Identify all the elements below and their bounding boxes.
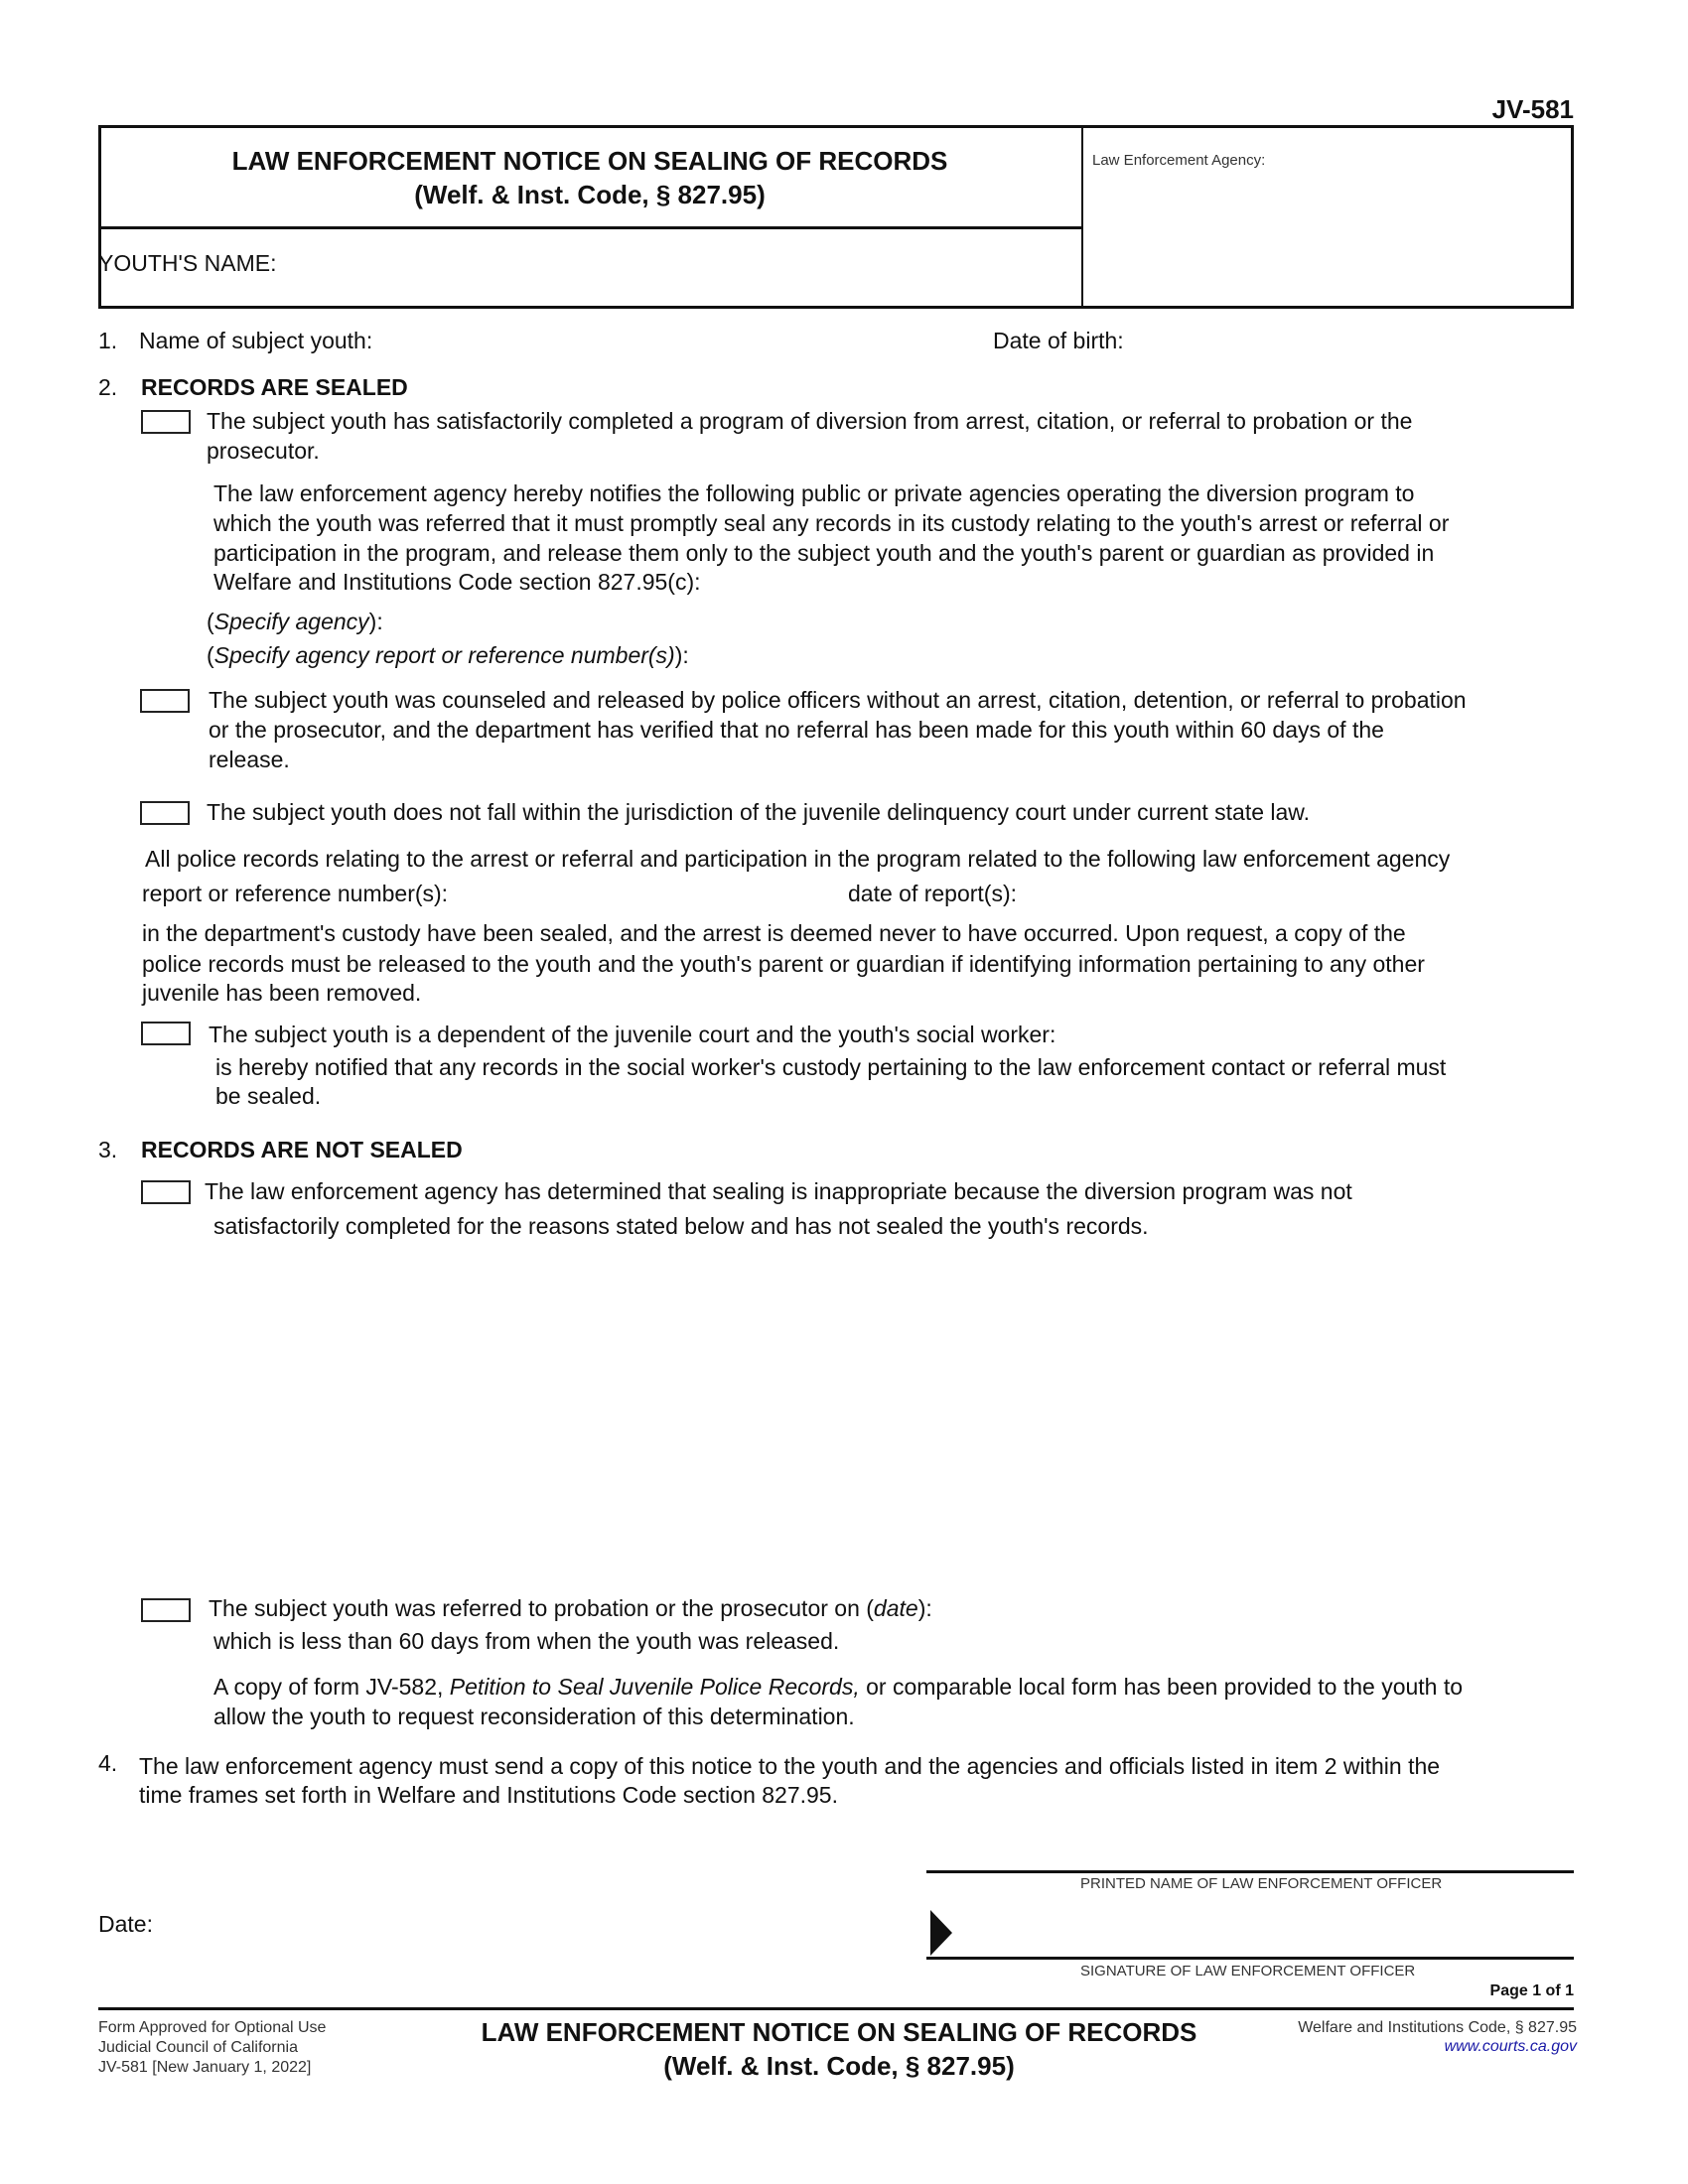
form-title: LAW ENFORCEMENT NOTICE ON SEALING OF RECORDS [231, 146, 948, 176]
option-text: The subject youth does not fall within the jurisdiction of the juvenile delinquency court under current state law. [207, 799, 1311, 825]
date-label: Date: [98, 1911, 153, 1937]
option-text: The law enforcement agency has determined that sealing is inappropriate because the diversion program was not [205, 1178, 1352, 1204]
youth-name-field[interactable] [298, 243, 1072, 298]
paragraph-line: time frames set forth in Welfare and Institutions Code section 827.95. [139, 1782, 838, 1808]
paragraph-line: Welfare and Institutions Code section 827.95(c): [213, 569, 701, 595]
printed-name-field[interactable] [926, 1832, 1574, 1869]
paragraph-line: participation in the program, and release them only to the subject youth and the youth's parent or guardian as provided in [213, 540, 1435, 566]
paragraph-line: The law enforcement agency hereby notifies the following public or private agencies operating the diversion program to [213, 480, 1415, 506]
option-text: The subject youth was counseled and released by police officers without an arrest, citation, detention, or referral to probation [209, 687, 1467, 713]
option-text: The subject youth was referred to probation or the prosecutor on (date): [209, 1595, 932, 1621]
name-label: Name of subject youth: [139, 328, 373, 353]
paragraph-line: which the youth was referred that it must promptly seal any records in its custody relating to the youth's arrest or referral or [213, 510, 1450, 536]
checkbox-sealing-inappropriate[interactable] [141, 1180, 191, 1204]
dob-label: Date of birth: [993, 328, 1124, 353]
option-text: prosecutor. [207, 438, 320, 464]
reasons-field[interactable] [213, 1251, 1564, 1578]
option-text: release. [209, 747, 290, 772]
paragraph-line: All police records relating to the arrest or referral and participation in the program related to the following law enforcement agency [145, 846, 1451, 872]
form-subtitle: (Welf. & Inst. Code, § 827.95) [414, 180, 766, 209]
form-number: JV-581 [1491, 94, 1574, 124]
item-number: 4. [98, 1750, 118, 1776]
specify-agency-label: (Specify agency): [207, 609, 383, 634]
checkbox-no-jurisdiction[interactable] [140, 801, 190, 825]
printed-name-line [926, 1870, 1574, 1873]
footer-form-revision: JV-581 [New January 1, 2022] [98, 2059, 312, 2076]
option-text: be sealed. [215, 1083, 322, 1109]
report-number-label: report or reference number(s): [142, 881, 449, 906]
signature-line [926, 1957, 1574, 1960]
header-divider [1081, 125, 1083, 309]
option-text: is hereby notified that any records in the social worker's custody pertaining to the law enforcement contact or referral must [215, 1054, 1447, 1080]
footer-approval: Form Approved for Optional Use [98, 2019, 327, 2036]
paragraph-line: in the department's custody have been sealed, and the arrest is deemed never to have occurred. Upon request, a copy of the [142, 920, 1406, 946]
signature-label: SIGNATURE OF LAW ENFORCEMENT OFFICER [1080, 1963, 1416, 1979]
paragraph-line: juvenile has been removed. [142, 980, 422, 1006]
signature-field[interactable] [958, 1901, 1574, 1956]
signature-arrow-icon [930, 1910, 952, 1956]
option-text: The subject youth is a dependent of the juvenile court and the youth's social worker: [209, 1022, 1056, 1047]
option-text: or the prosecutor, and the department has verified that no referral has been made for this youth within 60 days of the [209, 717, 1384, 743]
specify-report-label: (Specify agency report or reference number(s)): [207, 642, 689, 668]
footer-council: Judicial Council of California [98, 2039, 298, 2056]
item-number: 3. [98, 1137, 118, 1162]
date-of-report-label: date of report(s): [848, 881, 1018, 906]
page-number: Page 1 of 1 [1489, 1982, 1574, 1999]
footer-divider [98, 2007, 1574, 2010]
option-text: which is less than 60 days from when the youth was released. [213, 1628, 840, 1654]
footer-code: Welfare and Institutions Code, § 827.95 [1298, 2019, 1577, 2036]
paragraph-line: allow the youth to request reconsideration of this determination. [213, 1704, 855, 1729]
paragraph-line: A copy of form JV-582, Petition to Seal Juvenile Police Records, or comparable local form has been provided to the youth to [213, 1674, 1464, 1700]
option-text: satisfactorily completed for the reasons stated below and has not sealed the youth's records. [213, 1213, 1149, 1239]
item-number: 2. [98, 374, 118, 400]
checkbox-diversion-completed[interactable] [141, 410, 191, 434]
footer-subtitle: (Welf. & Inst. Code, § 827.95) [663, 2051, 1015, 2081]
youth-name-label: YOUTH'S NAME: [98, 250, 277, 276]
footer-title: LAW ENFORCEMENT NOTICE ON SEALING OF RECORDS [481, 2017, 1197, 2047]
checkbox-referred-to-probation[interactable] [141, 1598, 191, 1622]
paragraph-line: The law enforcement agency must send a copy of this notice to the youth and the agencies and officials listed in item 2 within the [139, 1753, 1441, 1779]
section-heading: RECORDS ARE NOT SEALED [141, 1137, 463, 1162]
checkbox-dependent-youth[interactable] [141, 1022, 191, 1045]
option-text: The subject youth has satisfactorily completed a program of diversion from arrest, citation, or referral to probation or the [207, 408, 1413, 434]
date-field[interactable] [169, 1901, 566, 1941]
checkbox-counseled-released[interactable] [140, 689, 190, 713]
agency-field[interactable] [1087, 174, 1564, 298]
agency-label: Law Enforcement Agency: [1092, 152, 1266, 169]
paragraph-line: police records must be released to the youth and the youth's parent or guardian if identifying information pertaining to any other [142, 951, 1425, 977]
header-divider-horizontal [98, 226, 1082, 229]
courts-website-link[interactable]: www.courts.ca.gov [1444, 2038, 1577, 2055]
section-heading: RECORDS ARE SEALED [141, 374, 408, 400]
item-number: 1. [98, 328, 118, 353]
printed-name-label: PRINTED NAME OF LAW ENFORCEMENT OFFICER [1080, 1875, 1443, 1892]
